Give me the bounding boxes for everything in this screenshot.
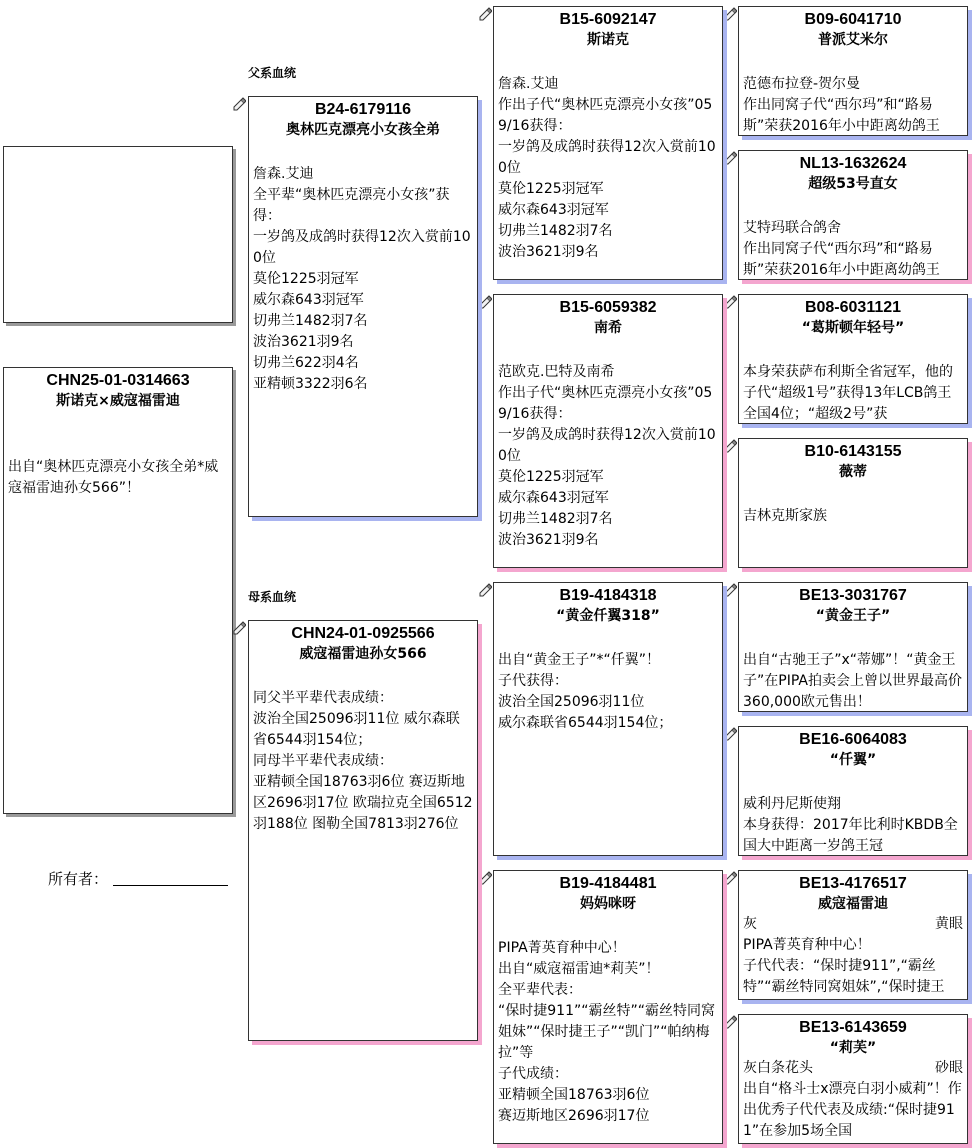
subject-name: 斯诺克×威寇福雷迪 (56, 393, 180, 409)
eye-type: 砂眼 (935, 1060, 963, 1076)
grandparent-ring: B19-4184481 (559, 875, 657, 892)
grandparent-card (493, 870, 723, 1144)
eye-type: 黄眼 (935, 916, 963, 932)
dam-ring: CHN24-01-0925566 (291, 625, 435, 642)
great-grandparent-name: 普派艾米尔 (818, 32, 888, 48)
great-grandparent-ring: BE16-6064083 (799, 731, 907, 748)
great-grandparent-name: “黄金王子” (815, 608, 891, 624)
great-grandparent-card (738, 582, 968, 712)
pencil-icon[interactable] (723, 727, 737, 741)
great-grandparent-ring: B08-6031121 (804, 299, 902, 316)
plumage-color: 灰白条花头 (743, 1060, 813, 1076)
grandparent-ring: B19-4184318 (559, 587, 657, 604)
sire-card (248, 96, 478, 517)
maternal-label: 母系血统 (248, 590, 297, 604)
pencil-icon[interactable] (478, 583, 492, 597)
great-grandparent-card (738, 726, 968, 856)
great-grandparent-name: “葛斯顿年轻号” (801, 320, 905, 336)
grandparent-name: “黄金仟翼318” (556, 608, 660, 624)
great-grandparent-text: 吉林克斯家族 (743, 508, 827, 524)
great-grandparent-card (738, 6, 968, 136)
dam-name: 威寇福雷迪孙女566 (299, 646, 427, 662)
pencil-icon[interactable] (232, 97, 246, 111)
great-grandparent-text: 本身荣获萨布利斯全省冠军，他的子代“超级1号”获得13年LCB鸽王全国4位；“超级2号”获 (743, 364, 953, 422)
dam-text: 同父半平辈代表成绩： 波治全国25096羽11位 威尔森联省6544羽154位； 同母半平辈代表成绩： 亚精顿全国18763羽6位 赛迈斯地区2696羽17位 欧瑞拉克全国6512羽188位 图勒全国7813羽276位 (253, 690, 473, 832)
grandparent-ring: B15-6092147 (559, 11, 657, 28)
great-grandparent-ring: BE13-3031767 (799, 587, 907, 604)
grandparent-text: 范欧克.巴特及南希 作出子代“奥林匹克漂亮小女孩”059/16获得： 一岁鸽及成鸽时获得12次入赏前100位 莫伦1225羽冠军 威尔森643羽冠军 切弗兰1482羽7名 波治3621羽9名 (498, 364, 716, 548)
grandparent-name: 妈妈咪呀 (580, 896, 636, 912)
great-grandparent-ring: NL13-1632624 (799, 155, 907, 172)
great-grandparent-name: 薇蒂 (839, 464, 867, 480)
subject-ring: CHN25-01-0314663 (46, 372, 190, 389)
grandparent-text: 詹森.艾迪 作出子代“奥林匹克漂亮小女孩”059/16获得： 一岁鸽及成鸽时获得12次入赏前100位 莫伦1225羽冠军 威尔森643羽冠军 切弗兰1482羽7名 波治3621羽9名 (498, 76, 716, 260)
plumage-color: 灰 (743, 916, 757, 932)
pencil-icon[interactable] (232, 621, 246, 635)
paternal-label: 父系血统 (248, 66, 297, 80)
grandparent-card (493, 582, 723, 856)
great-grandparent-text: 艾特玛联合鸽舍 作出同窝子代“西尔玛”和“路易斯”荣获2016年小中距离幼鸽王 (743, 220, 940, 278)
owner-signature-line (113, 885, 228, 886)
pencil-icon[interactable] (478, 295, 492, 309)
great-grandparent-ring: B09-6041710 (804, 11, 902, 28)
pencil-icon[interactable] (723, 295, 737, 309)
great-grandparent-text: 威利丹尼斯使翔 本身获得：2017年比利时KBDB全国大中距离一岁鸽王冠 (743, 796, 958, 854)
great-grandparent-ring: B10-6143155 (804, 443, 902, 460)
great-grandparent-text: PIPA菁英育种中心！ 子代代表：“保时捷911”,“霸丝特”“霸丝特同窝姐妹”,“保时捷王 (743, 937, 945, 995)
grandparent-text: 出自“黄金王子”*“仟翼”！ 子代获得： 波治全国25096羽11位 威尔森联省6544羽154位； (498, 652, 673, 731)
great-grandparent-ring: BE13-4176517 (799, 875, 907, 892)
great-grandparent-name: “仟翼” (829, 752, 877, 768)
subject-card (3, 367, 233, 814)
great-grandparent-ring: BE13-6143659 (799, 1019, 907, 1036)
grandparent-name: 南希 (594, 320, 622, 336)
great-grandparent-card (738, 294, 968, 424)
grandparent-card (493, 294, 723, 568)
great-grandparent-name: “莉芙” (829, 1040, 877, 1056)
great-grandparent-text: 出自“古驰王子”x“蒂娜”！“黄金王子”在PIPA拍卖会上曾以世界最高价360,000欧元售出！ (743, 652, 962, 710)
pencil-icon[interactable] (478, 7, 492, 21)
great-grandparent-name: 威寇福雷迪 (818, 896, 888, 912)
grandparent-name: 斯诺克 (587, 32, 629, 48)
pencil-icon[interactable] (478, 871, 492, 885)
great-grandparent-card (738, 1014, 968, 1144)
great-grandparent-card (738, 870, 968, 1000)
great-grandparent-text: 范德布拉登-贺尔曼 作出同窝子代“西尔玛”和“路易斯”荣获2016年小中距离幼鸽王 (743, 76, 940, 134)
great-grandparent-card (738, 438, 968, 568)
sire-ring: B24-6179116 (314, 101, 412, 118)
owner-label: 所有者： (48, 870, 109, 888)
great-grandparent-card (738, 150, 968, 280)
great-grandparent-text: 出自“格斗士x漂亮白羽小威莉”！作出优秀子代代表及成绩:“保时捷911”在参加5场全国 (743, 1081, 962, 1139)
grandparent-text: PIPA菁英育种中心！ 出自“威寇福雷迪*莉芙”！ 全平辈代表： “保时捷911”“霸丝特”“霸丝特同窝姐妹”“保时捷王子”“凯门”“帕纳梅拉”等 子代成绩： 亚精顿全国18763羽6位 赛迈斯地区2696羽17位 (498, 940, 715, 1124)
grandparent-card (493, 6, 723, 280)
dam-card (248, 620, 478, 1041)
photo-placeholder (3, 146, 233, 323)
pencil-icon[interactable] (723, 7, 737, 21)
pencil-icon[interactable] (723, 871, 737, 885)
subject-text: 出自“奥林匹克漂亮小女孩全弟*威寇福雷迪孙女566”！ (8, 459, 219, 496)
pencil-icon[interactable] (723, 1015, 737, 1029)
grandparent-ring: B15-6059382 (559, 299, 657, 316)
great-grandparent-name: 超级53号直女 (808, 176, 898, 192)
sire-text: 詹森.艾迪 全平辈“奥林匹克漂亮小女孩”获得： 一岁鸽及成鸽时获得12次入赏前100位 莫伦1225羽冠军 威尔森643羽冠军 切弗兰1482羽7名 波治3621羽9名 切弗兰622羽4名 亚精顿3322羽6名 (253, 166, 471, 392)
pencil-icon[interactable] (723, 151, 737, 165)
pencil-icon[interactable] (723, 583, 737, 597)
pencil-icon[interactable] (723, 439, 737, 453)
sire-name: 奥林匹克漂亮小女孩全弟 (286, 122, 440, 138)
